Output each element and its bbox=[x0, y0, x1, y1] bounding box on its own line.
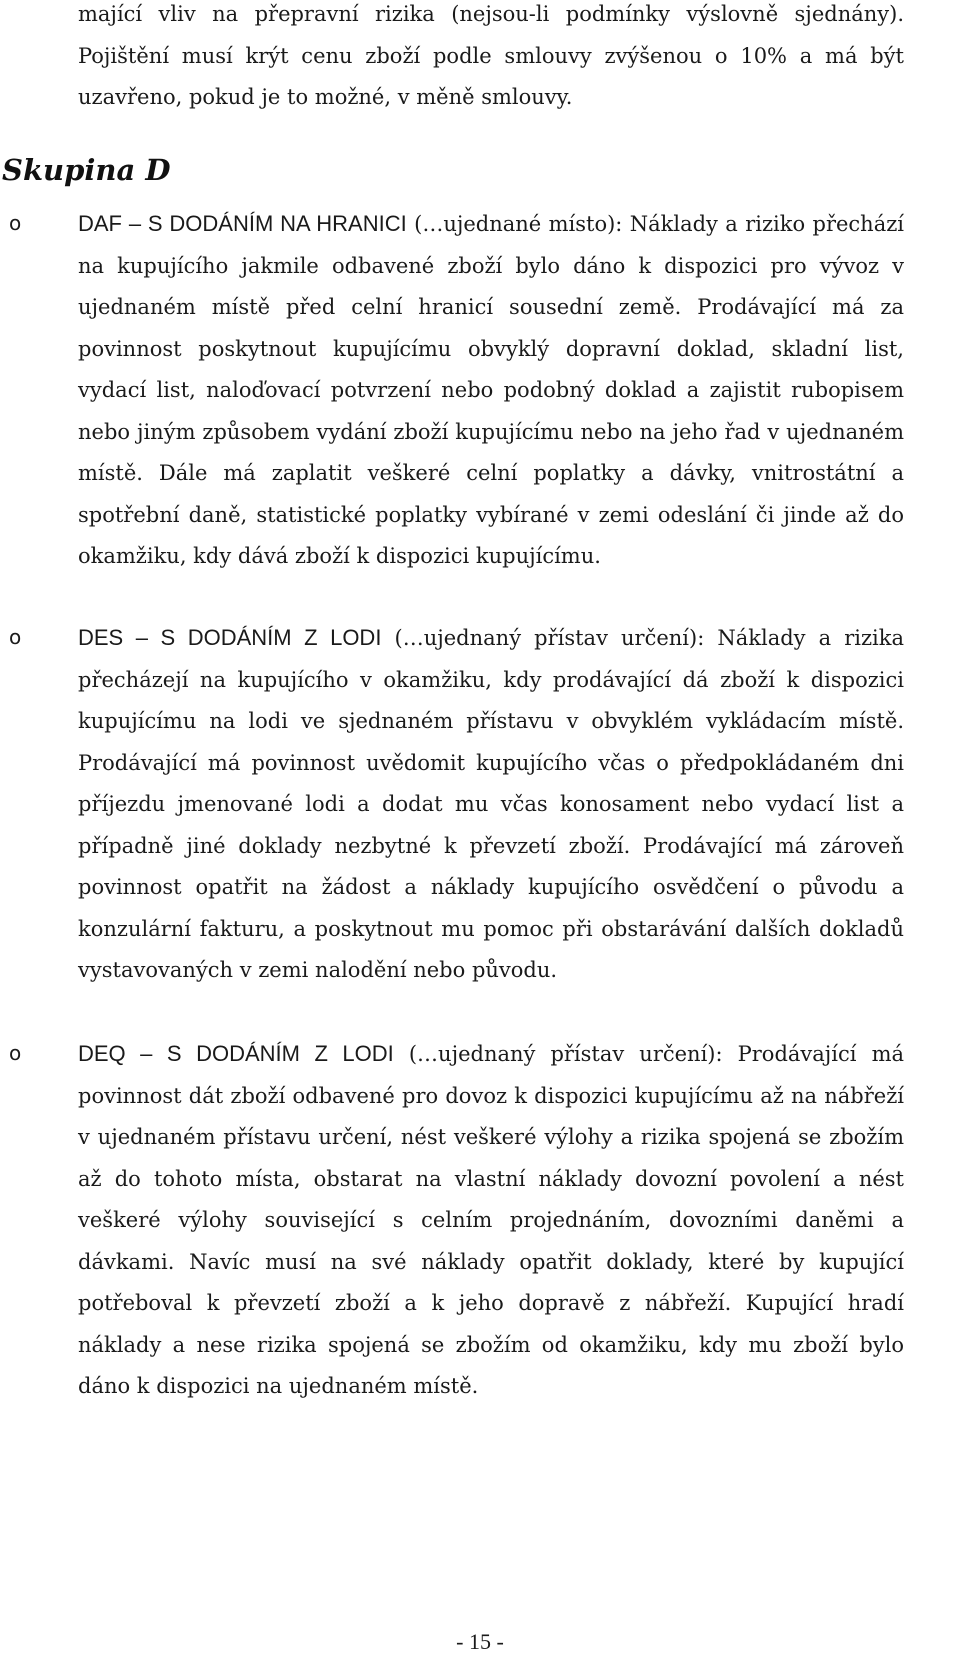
term-code: DES – S DODÁNÍM Z LODI bbox=[78, 625, 382, 650]
list-item-text bbox=[78, 617, 904, 992]
bullet-icon: o bbox=[9, 625, 22, 649]
intro-paragraph: mající vliv na přepravní rizika (nejsou-li podmínky výslovně sjednány). Pojištění musí krýt cenu zboží podle smlouvy zvýšenou o 10% a má být uzavřeno, pokud je to možné, v měně smlouvy. bbox=[78, 2, 904, 109]
term-description: (…ujednané místo): Náklady a riziko přechází na kupujícího jakmile odbavené zboží bylo dáno k dispozici pro vývoz v ujednaném místě před celní hranicí sousední země. Prodávající má za povinnost poskytnout kupujícímu obvyklý dopravní doklad, skladní list, vydací list, naloďovací potvrzení nebo podobný doklad a zajistit rubopisem nebo jiným způsobem vydání zboží kupujícímu nebo na jeho řad v ujednaném místě. Dále má zaplatit veškeré celní poplatky a dávky, vnitrostátní a spotřební daně, statistické poplatky vybírané v zemi odeslání či jinde až do okamžiku, kdy dává zboží k dispozici kupujícímu. bbox=[78, 212, 905, 568]
section-heading: Skupina D bbox=[2, 153, 171, 187]
bullet-icon: o bbox=[9, 1041, 22, 1065]
term-description: (…ujednaný přístav určení): Náklady a rizika přecházejí na kupujícího v okamžiku, kdy prodávající dá zboží k dispozici kupujícímu na lodi ve sjednaném přístavu v obvyklém vykládacím místě. Prodávající má povinnost uvědomit kupujícího včas o předpokládaném dni příjezdu jmenované lodi a dodat mu včas konosament nebo vydací list a případně jiné doklady nezbytné k převzetí zboží. Prodávající má zároveň povinnost opatřit na žádost a náklady kupujícího osvědčení o původu a konzulární fakturu, a poskytnout mu pomoc při obstarávání dalších dokladů vystavovaných v zemi nalodění nebo původu. bbox=[78, 626, 904, 982]
list-item-text bbox=[78, 203, 904, 578]
term-code: DAF – S DODÁNÍM NA HRANICI bbox=[78, 211, 407, 236]
list-item-text bbox=[78, 1033, 904, 1408]
term-description: (…ujednaný přístav určení): Prodávající má povinnost dát zboží odbavené pro dovoz k dispozici kupujícímu až na nábřeží v ujednaném přístavu určení, nést veškeré výlohy a rizika spojená se zbožím až do tohoto místa, obstarat na vlastní náklady dovozní povolení a nést veškeré výlohy související s celním projednáním, dovozními daněmi a dávkami. Navíc musí na své náklady opatřit doklady, které by kupující potřeboval k převzetí zboží a k jeho dopravě z nábřeží. Kupující hradí náklady a nese rizika spojená se zbožím od okamžiku, kdy mu zboží bylo dáno k dispozici na ujednaném místě. bbox=[78, 1042, 904, 1398]
page-number: - 15 - bbox=[456, 1629, 504, 1654]
term-code: DEQ – S DODÁNÍM Z LODI bbox=[78, 1041, 394, 1066]
bullet-icon: o bbox=[9, 211, 22, 235]
